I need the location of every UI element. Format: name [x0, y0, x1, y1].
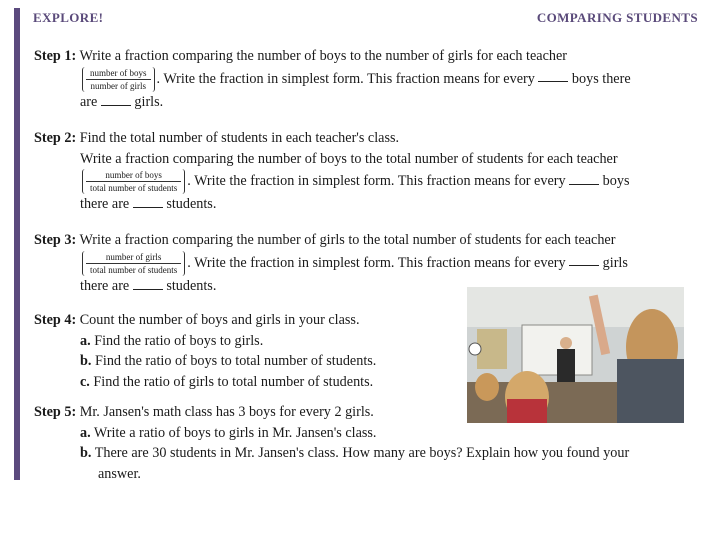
fraction-denominator: total number of students — [90, 183, 178, 193]
fraction-numerator: number of boys — [86, 169, 181, 182]
item-text: Find the ratio of boys to total number of students. — [91, 353, 377, 369]
step-3-line1: Write a fraction comparing the number of girls to the total number of students for each teacher — [76, 232, 616, 248]
item-letter: a. — [80, 332, 91, 349]
step-4-item-b — [34, 351, 376, 372]
step-5-continuation: answer. — [98, 465, 141, 482]
fraction-numerator: number of girls — [86, 251, 181, 264]
item-text: Find the ratio of boys to girls. — [90, 332, 264, 349]
fraction-boys-girls — [82, 67, 155, 92]
step-5-item-b — [34, 443, 629, 464]
item-text: Find the ratio of girls to total number of students. — [89, 373, 374, 390]
answer-blank — [133, 195, 163, 208]
answer-blank — [133, 277, 163, 290]
step-4-line1: Count the number of boys and girls in your class. — [76, 312, 360, 328]
fraction-numerator: number of boys — [86, 67, 151, 80]
step-5-line1: Mr. Jansen's math class has 3 boys for every 2 girls. — [76, 404, 374, 420]
step-3-line3a: there are — [80, 277, 130, 294]
fraction-girls-total — [82, 251, 185, 276]
left-accent-bar — [14, 8, 20, 480]
fraction-boys-total — [82, 169, 185, 194]
step-2-line4a: there are — [80, 196, 130, 212]
step-2-line4b: students. — [166, 196, 217, 212]
step-5-label: Step 5: — [34, 404, 77, 420]
item-letter: c. — [80, 373, 90, 390]
step-2-label: Step 2: — [34, 130, 77, 146]
step-1-line2b: boys there — [571, 70, 631, 87]
step-4-item-a — [34, 331, 376, 352]
answer-blank — [538, 69, 568, 82]
item-letter: b. — [80, 353, 92, 369]
step-1-line2: . Write the fraction in simplest form. This fraction means for every — [156, 70, 535, 87]
step-1 — [34, 46, 631, 112]
classroom-photo — [467, 287, 684, 423]
step-2 — [34, 128, 629, 215]
fraction-denominator: number of girls — [90, 80, 146, 91]
step-2-line2: Write a fraction comparing the number of boys to the total number of students for each teacher — [80, 150, 618, 167]
item-text: Write a ratio of boys to girls in Mr. Jansen's class. — [90, 424, 377, 441]
step-2-line1: Find the total number of students in each teacher's class. — [76, 130, 400, 146]
step-5-item-a — [34, 423, 629, 444]
answer-blank — [569, 172, 599, 185]
step-1-line1: Write a fraction comparing the number of boys to the number of girls for each teacher — [76, 48, 567, 64]
answer-blank — [101, 93, 131, 106]
step-4-item-c — [34, 372, 376, 393]
answer-blank — [569, 253, 599, 266]
classroom-photo-drawing — [467, 287, 684, 423]
item-letter: b. — [80, 445, 92, 461]
step-2-line3b: boys — [602, 172, 630, 189]
step-4-label: Step 4: — [34, 312, 77, 328]
step-3-line2b: girls — [602, 254, 628, 271]
step-1-line3a: are — [80, 93, 98, 110]
step-3-label: Step 3: — [34, 232, 77, 248]
step-4 — [34, 310, 376, 392]
item-text: There are 30 students in Mr. Jansen's class. How many are boys? Explain how you found your — [91, 445, 630, 461]
fraction-denominator: total number of students — [90, 264, 178, 275]
header-title: COMPARING STUDENTS — [536, 10, 698, 25]
step-3-line2: . Write the fraction in simplest form. This fraction means for every — [187, 254, 566, 271]
step-2-line3: . Write the fraction in simplest form. This fraction means for every — [187, 172, 566, 189]
step-3-line3b: students. — [166, 277, 217, 294]
step-1-line3b: girls. — [134, 93, 164, 110]
step-1-label: Step 1: — [34, 48, 77, 64]
header-explore: EXPLORE! — [33, 10, 104, 25]
item-letter: a. — [80, 424, 91, 441]
